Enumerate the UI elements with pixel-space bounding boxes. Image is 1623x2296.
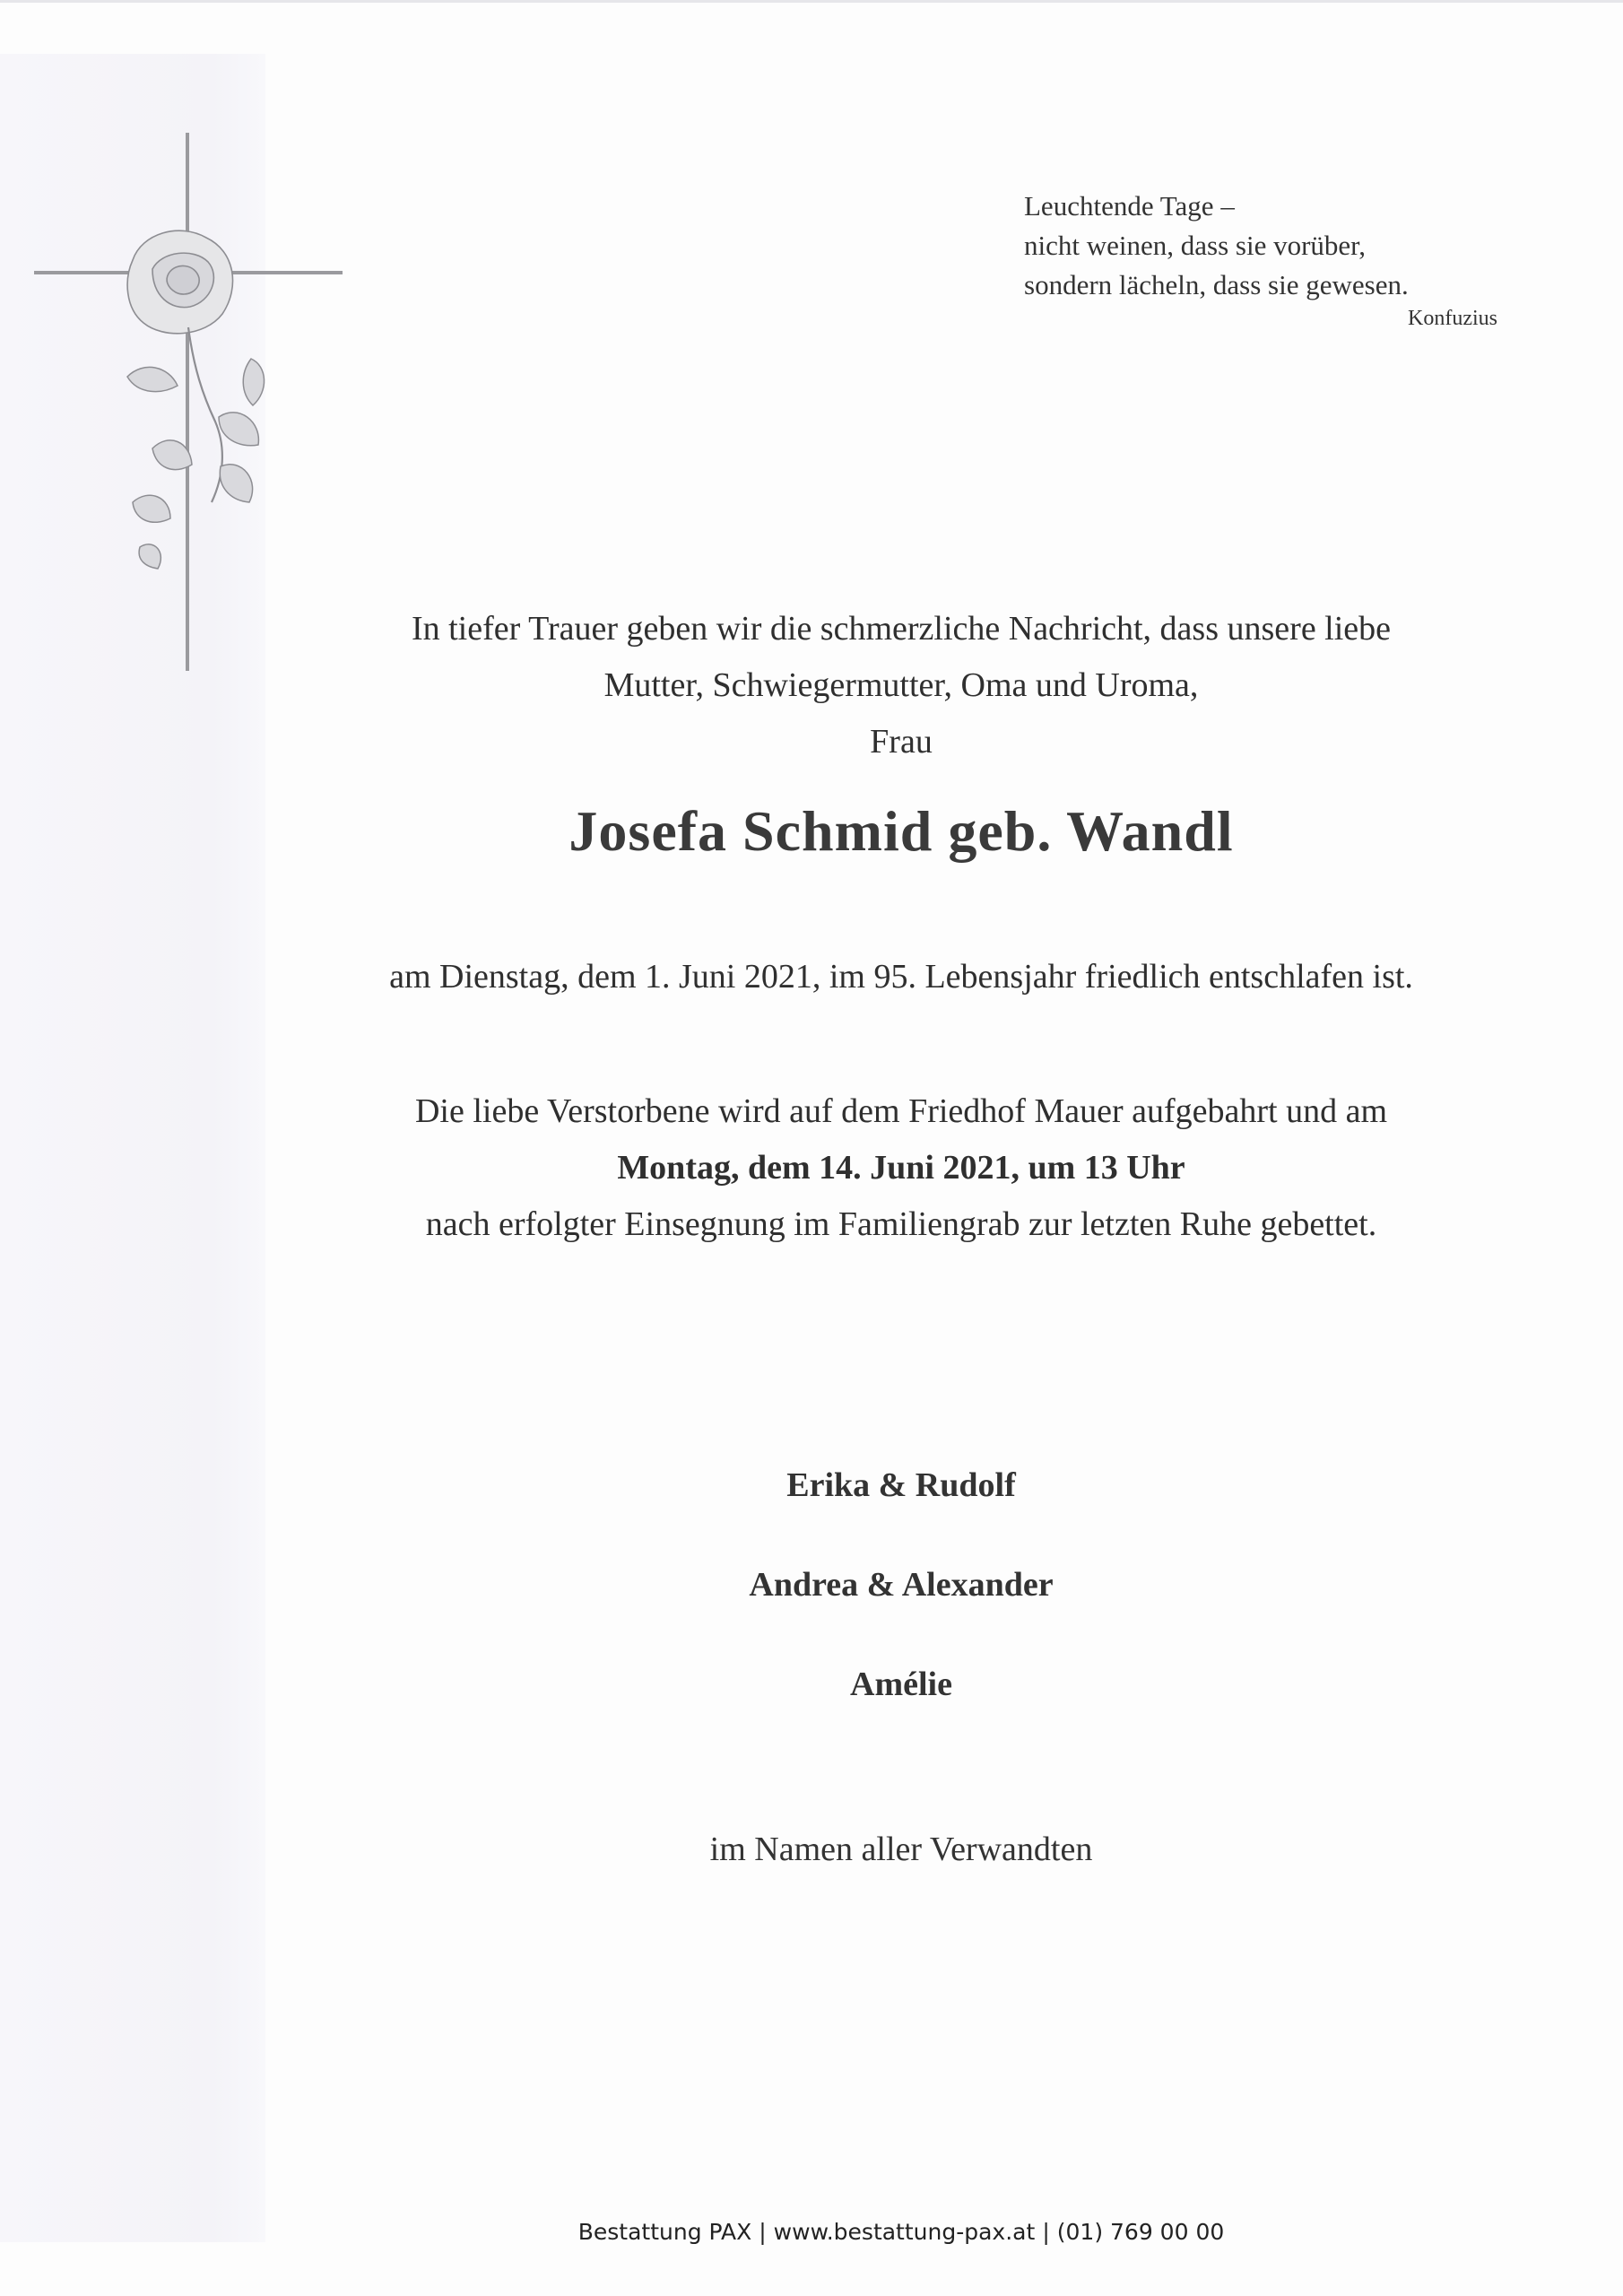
footer-separator: | bbox=[1042, 2219, 1050, 2245]
burial-line: nach erfolgter Einsegnung im Familiengrab zur letzten Ruhe gebettet. bbox=[425, 1205, 1377, 1243]
quote-line: nicht weinen, dass sie vorüber, bbox=[1024, 230, 1366, 261]
family-list bbox=[269, 1467, 1533, 1766]
footer-separator: | bbox=[759, 2219, 767, 2245]
footer bbox=[269, 2219, 1533, 2245]
burial-line: Die liebe Verstorbene wird auf dem Friedhof Mauer aufgebahrt und am bbox=[414, 1092, 1388, 1130]
family-member: Andrea & Alexander bbox=[749, 1566, 1054, 1604]
intro-line: Mutter, Schwiegermutter, Oma und Uroma, bbox=[603, 666, 1199, 704]
cross-with-rose-icon bbox=[27, 126, 350, 682]
family-member: Amélie bbox=[850, 1665, 952, 1703]
quote-line: sondern lächeln, dass sie gewesen. bbox=[1024, 269, 1409, 300]
intro-line: Frau bbox=[870, 723, 933, 761]
footer-website: www.bestattung-pax.at bbox=[773, 2219, 1036, 2245]
death-notice-text: am Dienstag, dem 1. Juni 2021, im 95. Lebensjahr friedlich entschlafen ist. bbox=[389, 958, 1413, 996]
quote-block bbox=[1024, 187, 1508, 332]
death-notice bbox=[269, 949, 1533, 1005]
footer-company: Bestattung PAX bbox=[577, 2219, 752, 2245]
deceased-name: Josefa Schmid geb. Wandl bbox=[568, 799, 1234, 863]
burial-date: Montag, dem 14. Juni 2021, um 13 Uhr bbox=[617, 1149, 1185, 1187]
page-top-edge bbox=[0, 0, 1623, 3]
footer-phone: (01) 769 00 00 bbox=[1056, 2219, 1225, 2245]
intro-line: In tiefer Trauer geben wir die schmerzliche Nachricht, dass unsere liebe bbox=[411, 610, 1392, 648]
quote-line: Leuchtende Tage – bbox=[1024, 190, 1235, 222]
quote-author: Konfuzius bbox=[1408, 307, 1497, 330]
signoff: im Namen aller Verwandten bbox=[709, 1831, 1093, 1868]
family-member: Erika & Rudolf bbox=[786, 1466, 1016, 1504]
intro-paragraph bbox=[269, 601, 1533, 770]
burial-paragraph bbox=[269, 1083, 1533, 1253]
